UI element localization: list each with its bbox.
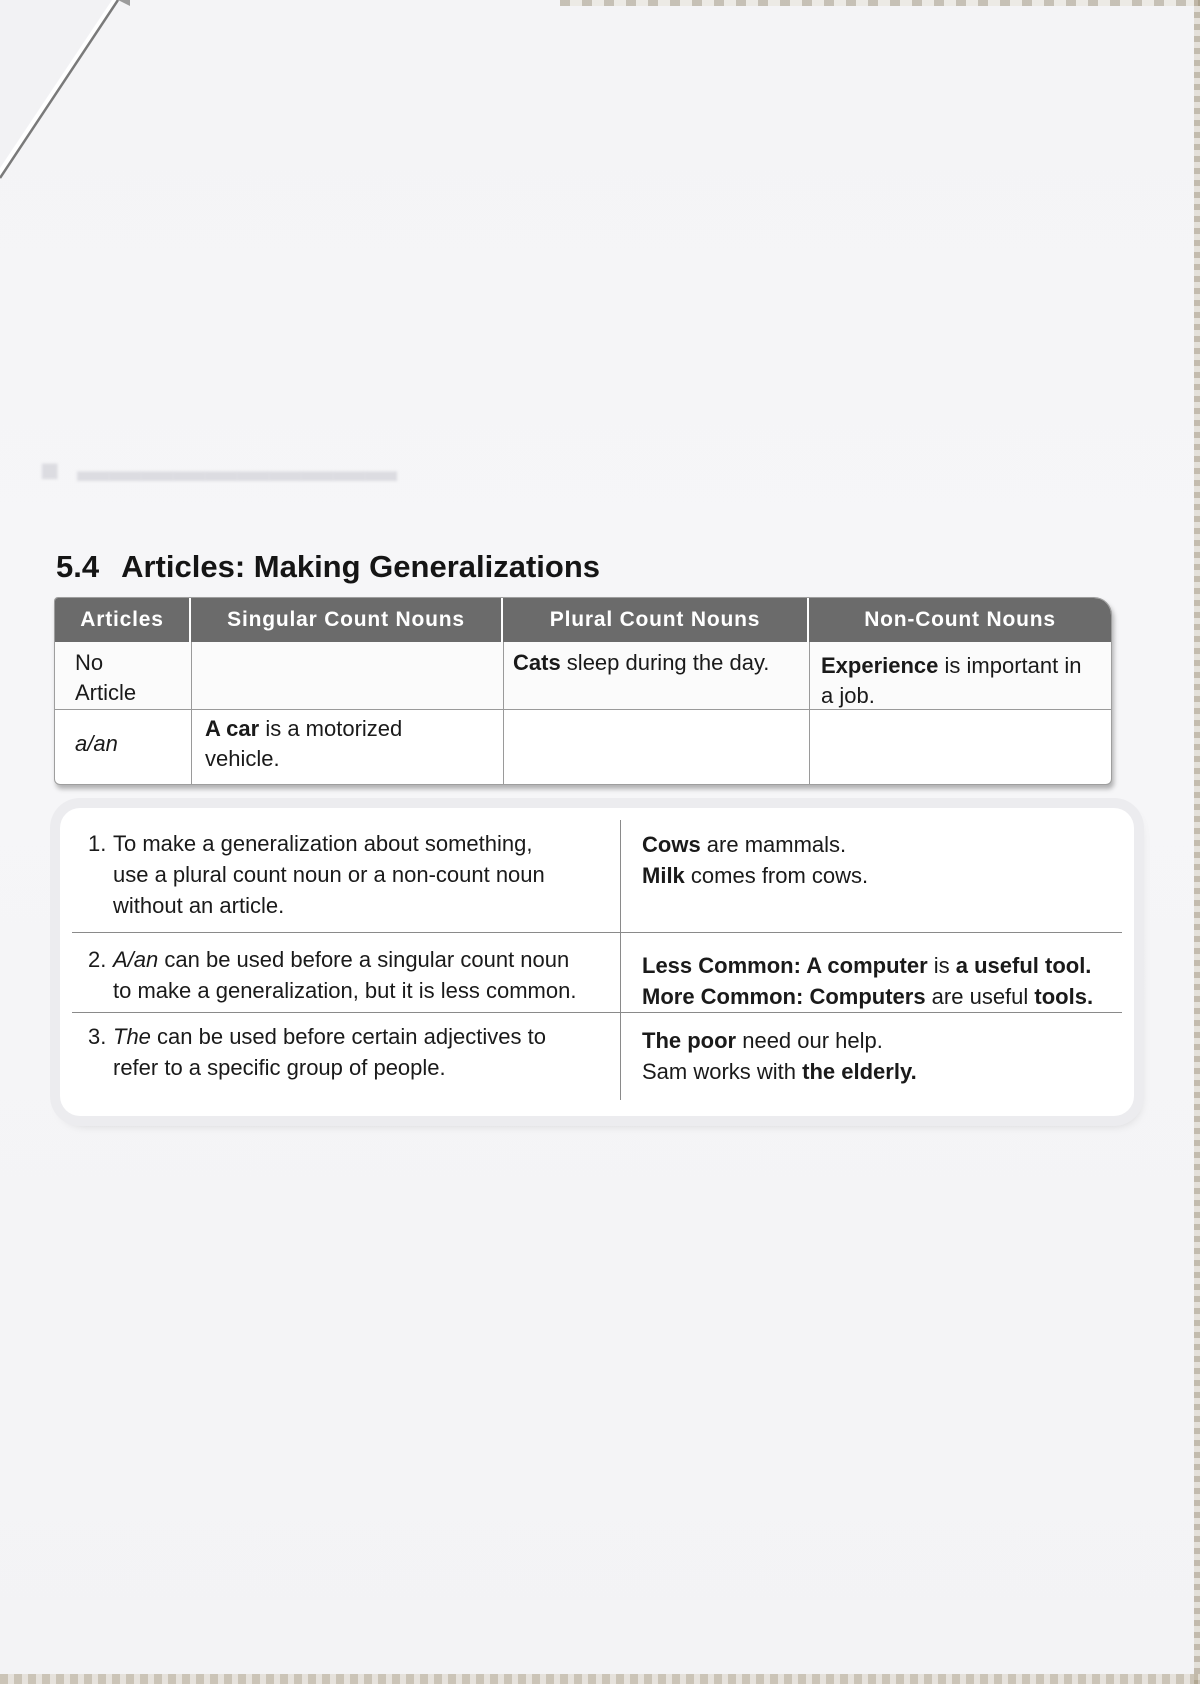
example-line: Sam works with the elderly. bbox=[642, 1059, 917, 1084]
page-bottom-edge bbox=[0, 1674, 1200, 1684]
chart-header-row bbox=[55, 598, 1111, 642]
example-line: Cows are mammals. bbox=[642, 832, 847, 857]
notes-row-divider bbox=[72, 932, 1122, 933]
example-line: Less Common: A computer is a useful tool. bbox=[642, 953, 1092, 978]
chart-col-divider bbox=[809, 642, 810, 784]
section-number: 5.4 bbox=[56, 549, 100, 584]
rule-1: 1. To make a generalization about something, use a plural count noun or a non-count noun without an article. bbox=[88, 831, 545, 918]
example-line: More Common: Computers are useful tools. bbox=[642, 984, 1094, 1009]
rule-1-examples bbox=[642, 829, 1112, 891]
section-title bbox=[56, 549, 600, 585]
usage-notes-box bbox=[60, 808, 1134, 1116]
page-top-edge bbox=[560, 0, 1200, 6]
header-singular-count-nouns: Singular Count Nouns bbox=[191, 598, 503, 642]
show-through-heading: ■ ▬▬▬▬▬▬▬▬▬▬ bbox=[40, 452, 398, 488]
chart-col-divider bbox=[503, 642, 504, 784]
header-articles: Articles bbox=[55, 598, 191, 642]
cell-plural-no-article: Cats sleep during the day. bbox=[513, 650, 770, 675]
page-right-edge bbox=[1194, 0, 1200, 1684]
rule-2-examples bbox=[642, 950, 1112, 1012]
section-heading: Articles: Making Generalizations bbox=[121, 549, 601, 584]
cell-singular-a-an: A car is a motorized vehicle. bbox=[205, 716, 403, 771]
header-plural-count-nouns: Plural Count Nouns bbox=[503, 598, 809, 642]
example-line: Milk comes from cows. bbox=[642, 863, 869, 888]
rule-3-examples bbox=[642, 1025, 1112, 1087]
notes-row-divider bbox=[72, 1012, 1122, 1013]
page-corner-fold bbox=[0, 0, 130, 190]
articles-chart bbox=[54, 597, 1112, 785]
cell-no-article: No Article bbox=[75, 650, 137, 705]
header-non-count-nouns: Non-Count Nouns bbox=[864, 608, 1056, 631]
cell-noncount-no-article: Experience is important in a job. bbox=[821, 653, 1082, 708]
cell-a-an: a/an bbox=[75, 731, 118, 756]
rule-2: 2. A/an can be used before a singular count noun to make a generalization, but it is less common. bbox=[88, 947, 577, 1003]
chart-col-divider bbox=[191, 642, 192, 784]
rule-3: 3. The can be used before certain adjectives to refer to a specific group of people. bbox=[88, 1024, 546, 1080]
notes-column-divider bbox=[620, 820, 621, 1100]
example-line: The poor need our help. bbox=[642, 1028, 883, 1053]
